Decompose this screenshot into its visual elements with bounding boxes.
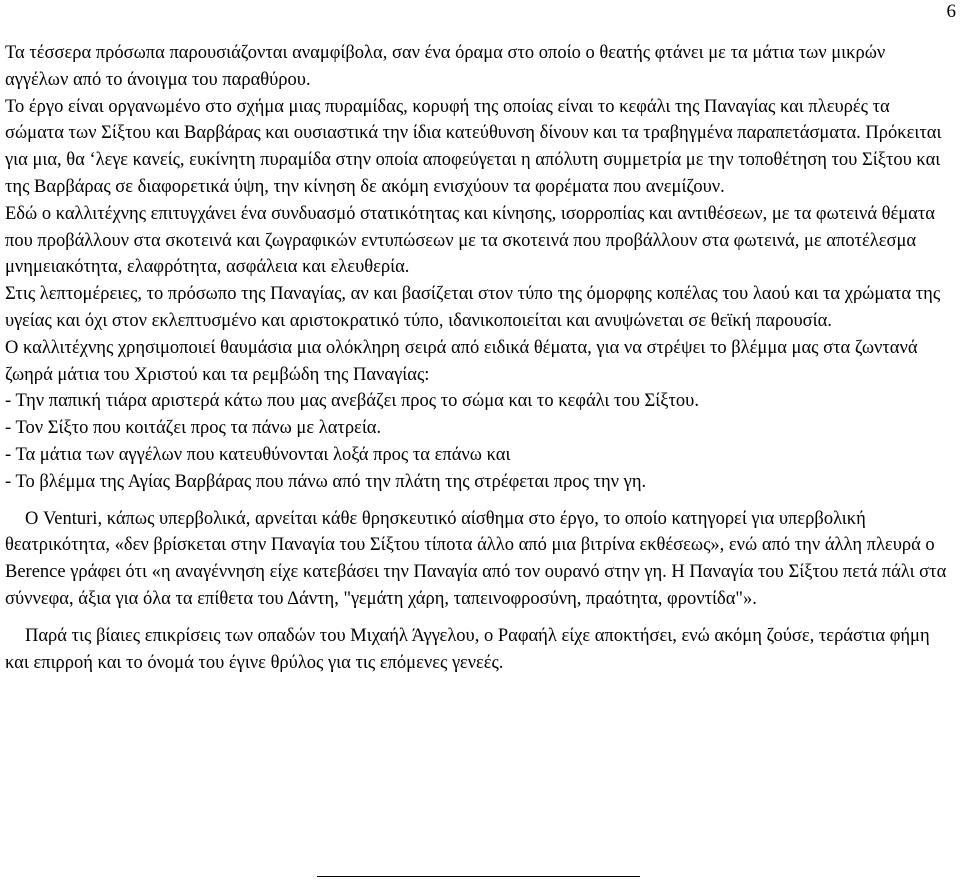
- paragraph-venturi: Ο Venturi, κάπως υπερβολικά, αρνείται κάθε θρησκευτικό αίσθημα στο έργο, το οποίο κατηγορεί για υπερβολική θεατρικότητα, «δεν βρίσκεται στην Παναγία του Σίξτου τίποτα άλλο από μια βιτρίνα εκθέσεως», ενώ από την άλλη πλευρά ο Berence γράφει ότι «η αναγέννηση είχε κατεβάσει την Παναγία από τον ουρανό στην γη. Η Παναγία του Σίξτου πετά πάλι στα σύννεφα, άξια για όλα τα επίθετα του Δάντη, "γεμάτη χάρη, ταπεινοφροσύνη, πραότητα, φροντίδα"».: [5, 508, 947, 609]
- footer-rule: [317, 876, 640, 877]
- paragraph-details: Στις λεπτομέρειες, το πρόσωπο της Παναγίας, αν και βασίζεται στον τύπο της όμορφης κοπέλας του λαού και τα χρώματα της υγείας και όχι στον εκλεπτυσμένο και αριστοκρατικό τύπο, ιδανικοποιείται και ανυψώνεται σε θεϊκή παρουσία.: [5, 284, 941, 331]
- paragraph-themes: Ο καλλιτέχνης χρησιμοποιεί θαυμάσια μια ολόκληρη σειρά από ειδικά θέματα, για να στρέψει το βλέμμα μας στα ζωντανά ζωηρά μάτια του Χριστού και τα ρεμβώδη της Παναγίας:: [5, 337, 918, 385]
- document-body: [5, 40, 950, 676]
- list-item: - Το βλέμμα της Αγίας Βαρβάρας που πάνω από την πλάτη της στρέφεται προς την γη.: [5, 471, 647, 492]
- list-item: - Τα μάτια των αγγέλων που κατευθύνονται λοξά προς τα επάνω και: [5, 444, 511, 465]
- list-item: - Την παπική τιάρα αριστερά κάτω που μας ανεβάζει προς το σώμα και το κεφάλι του Σίξτου.: [5, 391, 699, 412]
- list-item: - Τον Σίξτο που κοιτάζει προς τα πάνω με λατρεία.: [5, 418, 382, 439]
- paragraph-intro: Τα τέσσερα πρόσωπα παρουσιάζονται αναμφίβολα, σαν ένα όραμα στο οποίο ο θεατής φτάνει με τα μάτια των μικρών αγγέλων από το άνοιγμα του παραθύρου.: [5, 43, 886, 90]
- paragraph-contrast: Εδώ ο καλλιτέχνης επιτυγχάνει ένα συνδυασμό στατικότητας και κίνησης, ισορροπίας και αντιθέσεων, με τα φωτεινά θέματα που προβάλλουν στα σκοτεινά και ζωγραφικών εντυπώσεων με τα σκοτεινά που προβάλλουν στα φωτεινά, με αποτέλεσμα μνημειακότητα, ελαφρότητα, ασφάλεια και ελευθερία.: [5, 203, 936, 278]
- paragraph-pyramid: Το έργο είναι οργανωμένο στο σχήμα μιας πυραμίδας, κορυφή της οποίας είναι το κεφάλι της Παναγίας και πλευρές τα σώματα των Σίξτου και Βαρβάρας και ουσιαστικά την ίδια κατεύθυνση δίνουν και τα τραβηγμένα παραπετάσματα. Πρόκειται για μια, θα ‘λεγε κανείς, ευκίνητη πυραμίδα στην οποία αποφεύγεται η απόλυτη συμμετρία με την τοποθέτηση του Σίξτου και της Βαρβάρας σε διαφορετικά ύψη, την κίνηση δε ακόμη ενισχύουν τα φορέματα που ανεμίζουν.: [5, 96, 942, 197]
- page-number: 6: [946, 1, 956, 22]
- paragraph-raphael-fame: Παρά τις βίαιες επικρίσεις των οπαδών του Μιχαήλ Άγγελου, ο Ραφαήλ είχε αποκτήσει, ενώ ακόμη ζούσε, τεράστια φήμη και επιρροή και το όνομά του έγινε θρύλος για τις επόμενες γενεές.: [5, 625, 930, 673]
